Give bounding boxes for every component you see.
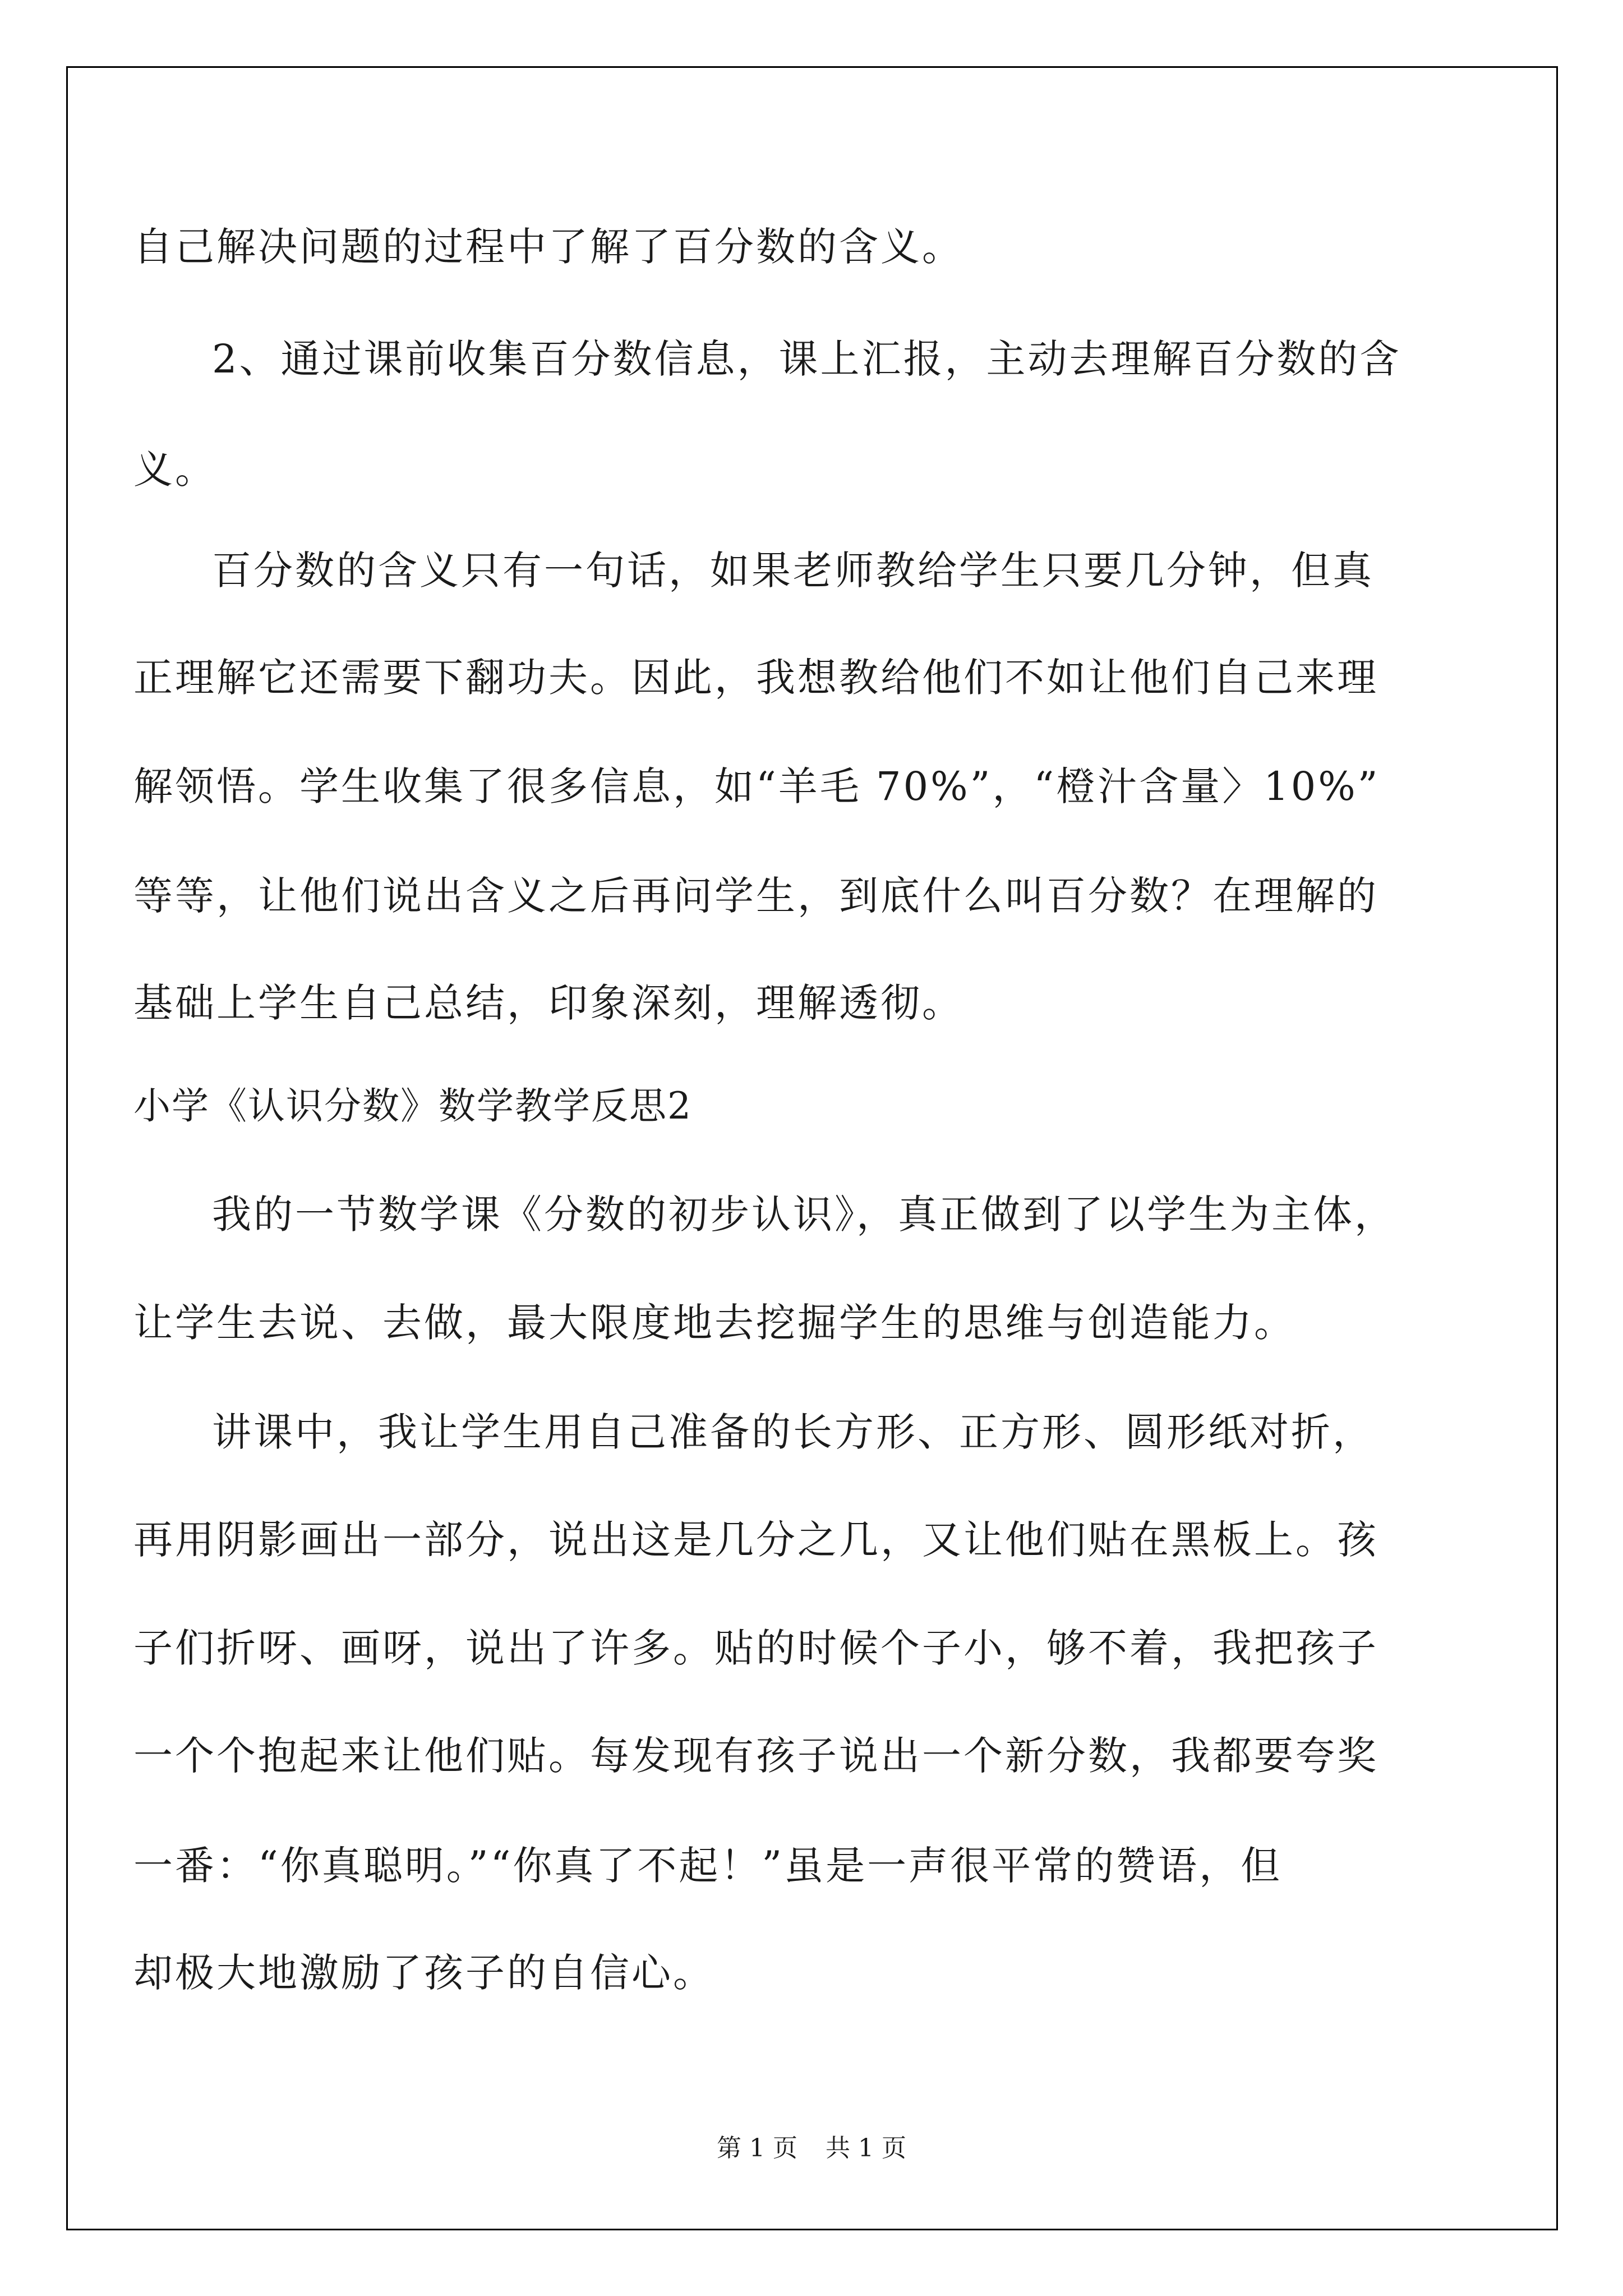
- text-line: 自己解决问题的过程中了解了百分数的含义。: [133, 224, 963, 270]
- text-line: 百分数的含义只有一句话，如果老师教给学生只要几分钟，但真: [212, 547, 1374, 593]
- text-line: 正理解它还需要下翻功夫。因此，我想教给他们不如让他们自己来理: [133, 655, 1378, 701]
- text-line: 再用阴影画出一部分，说出这是几分之几，又让他们贴在黑板上。孩: [133, 1517, 1378, 1563]
- page-frame: [66, 66, 1558, 2230]
- text-line: 一个个抱起来让他们贴。每发现有孩子说出一个新分数，我都要夸奖: [133, 1733, 1378, 1779]
- text-line: 讲课中，我让学生用自己准备的长方形、正方形、圆形纸对折，: [212, 1409, 1374, 1455]
- text-line: 我的一节数学课《分数的初步认识》，真正做到了以学生为主体，: [212, 1191, 1396, 1237]
- page-footer: [0, 2132, 1623, 2165]
- text-line: 义。: [133, 447, 216, 493]
- text-line: 却极大地激励了孩子的自信心。: [133, 1950, 714, 1996]
- text-line: 让学生去说、去做，最大限度地去挖掘学生的思维与创造能力。: [133, 1300, 1295, 1346]
- text-line: 子们折呀、画呀，说出了许多。贴的时候个子小，够不着，我把孩子: [133, 1625, 1378, 1671]
- text-line: 一番：“你真聪明。”“你真了不起！”虽是一声很平常的赞语，但: [133, 1843, 1283, 1889]
- text-line: 等等，让他们说出含义之后再问学生，到底什么叫百分数？在理解的: [133, 873, 1378, 919]
- section-heading: 小学《认识分数》数学教学反思2: [133, 1084, 692, 1128]
- text-line: 基础上学生自己总结，印象深刻，理解透彻。: [133, 980, 963, 1026]
- page-number: 第 1 页: [717, 2134, 797, 2162]
- text-line: 解领悟。学生收集了很多信息，如“羊毛 70%”，“橙汁含量〉10%”: [133, 763, 1380, 809]
- text-line: 2、通过课前收集百分数信息，课上汇报，主动去理解百分数的含: [212, 336, 1401, 382]
- page-total: 共 1 页: [826, 2134, 906, 2162]
